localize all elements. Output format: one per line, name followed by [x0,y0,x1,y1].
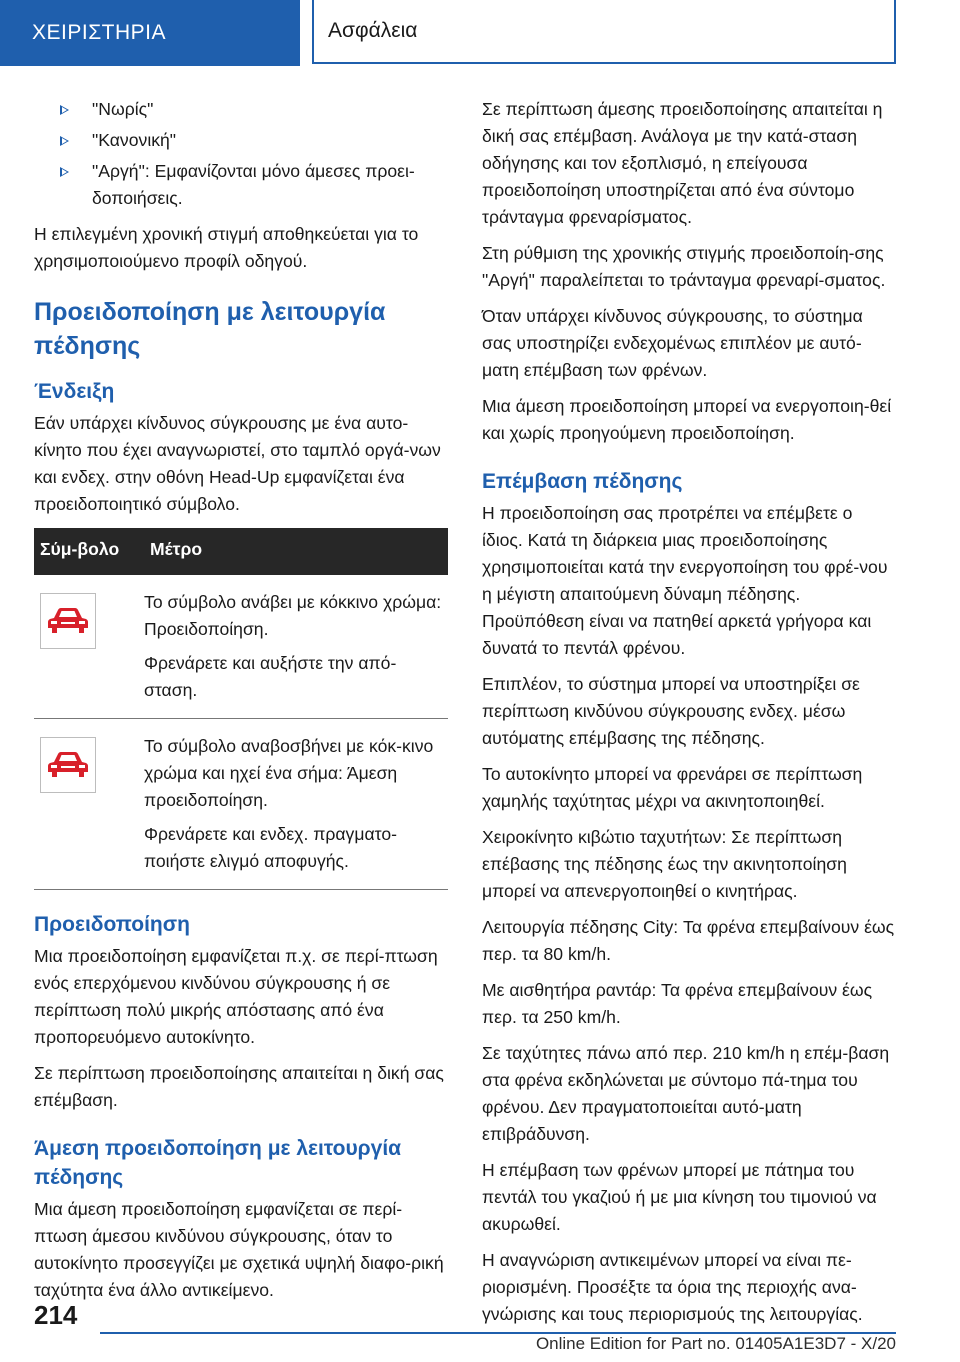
paragraph: Η επέμβαση των φρένων μπορεί με πάτημα του πεντάλ του γκαζιού ή με μια κίνηση του τιμονιού να ακυρωθεί. [482,1160,877,1234]
paragraph: Μια άμεση προειδοποίηση εμφανίζεται σε περί-πτωση άμεσου κινδύνου σύγκρουσης, όταν το αυτοκίνητο προσεγγίζει με σχετικά υψηλή διαφο-ρική ταχύτητα ένα άλλο αντικείμενο. [34,1199,444,1300]
triangle-bullet-icon [60,167,69,177]
measure-text: Το σύμβολο αναβοσβήνει με κόκ-κινο χρώμα και ηχεί ένα σήμα: Άμεση προειδοποίηση. [144,736,434,810]
paragraph: Με αισθητήρα ραντάρ: Τα φρένα επεμβαίνουν έως περ. τα 250 km/h. [482,980,873,1027]
paragraph: Σε ταχύτητες πάνω από περ. 210 km/h η επέμ-βαση στα φρένα εκδηλώνεται με σύντομο πά-τημα του φρένου. Δεν πραγματοποιείται αυτό-ματη επιβράδυνση. [482,1043,890,1144]
measure-text: Το σύμβολο ανάβει με κόκκινο χρώμα: Προειδοποίηση. [144,592,442,639]
heading-immediate-warning: Άμεση προειδοποίηση με λειτουργία πέδησης [34,1137,402,1189]
paragraph: Εάν υπάρχει κίνδυνος σύγκρουσης με ένα αυτο-κίνητο που έχει αναγνωριστεί, στο ταμπλό οργά-νων και ενδεχ. στην οθόνη Head-Up εμφανίζεται ένα προειδοποιητικό σύμβολο. [34,413,441,514]
triangle-bullet-icon [60,105,69,115]
list-item: "Αργή": Εμφανίζονται μόνο άμεσες προει-δοποιήσεις. [34,158,448,212]
paragraph: Μια προειδοποίηση εμφανίζεται π.χ. σε περί-πτωση ενός επερχόμενου κινδύνου σύγκρουσης ή σε περίπτωση πολύ μικρής απόστασης από ένα προπορευόμενο αυτοκίνητο. [34,946,438,1047]
paragraph: Λειτουργία πέδησης City: Τα φρένα επεμβαίνουν έως περ. τα 80 km/h. [482,917,895,964]
triangle-bullet-icon [60,136,69,146]
page-number: 214 [34,1300,78,1330]
heading-warning: Προειδοποίηση [34,913,190,936]
paragraph: Σε περίπτωση άμεσης προειδοποίησης απαιτείται η δική σας επέμβαση. Ανάλογα με την κατά-σταση οδήγησης και τον εξοπλισμό, η επείγουσα προειδοποίηση υποστηρίζεται από ένα σύντομο τράνταγμα φρεναρίσματος. [482,99,883,227]
list-item: "Νωρίς" [34,96,448,123]
paragraph: Μια άμεση προειδοποίηση μπορεί να ενεργοποιη-θεί και χωρίς προηγούμενη προειδοποίηση. [482,396,892,443]
measure-text: Φρενάρετε και ενδεχ. πραγματο-ποιήστε ελιγμό αποφυγής. [144,824,397,871]
paragraph: Σε περίπτωση προειδοποίησης απαιτείται η δική σας επέμβαση. [34,1063,444,1110]
measure-text: Φρενάρετε και αυξήστε την από-σταση. [144,653,397,700]
paragraph: Επιπλέον, το σύστημα μπορεί να υποστηρίξει σε περίπτωση κινδύνου σύγκρουσης ενδεχ. μέσω αυτόματης επέμβασης της πέδησης. [482,674,860,748]
paragraph: Το αυτοκίνητο μπορεί να φρενάρει σε περίπτωση χαμηλής ταχύτητας μέχρι να ακινητοποιηθεί. [482,764,863,811]
heading-indication: Ένδειξη [34,380,115,403]
paragraph: Χειροκίνητο κιβώτιο ταχυτήτων: Σε περίπτωση επέβασης της πέδησης έως την ακινητοποίηση μπορεί να απενεργοποιηθεί ο κινητήρας. [482,827,847,901]
paragraph: Η αναγνώριση αντικειμένων μπορεί να είναι πε-ριορισμένη. Προσέξτε τα όρια της περιοχής ανα-γνώρισης και τους περιορισμούς της λειτουργίας. [482,1250,863,1324]
car-warning-flashing-icon [40,737,96,793]
footer-edition: Online Edition for Part no. 01405A1E3D7 - X/20 [535,1334,896,1353]
left-column [34,96,448,1313]
table-row [34,575,448,719]
table-header-symbol: Σύμ-βολο [34,528,144,575]
car-warning-icon [40,593,96,649]
paragraph: Στη ρύθμιση της χρονικής στιγμής προειδοποίη-σης "Αργή" παραλείπεται το τράνταγμα φρεναρί-σματος. [482,243,886,290]
table-header-measure: Μέτρο [144,528,448,575]
symbol-table [34,528,448,890]
table-row [34,719,448,890]
paragraph: Η προειδοποίηση σας προτρέπει να επέμβετε ο ίδιος. Κατά τη διάρκεια μιας προειδοποίησης χρησιμοποιείται κατά την ενεργοποίηση του φρέ-νου η μέγιστη απαιτούμενη δύναμη πέδησης. Προϋπόθεση είναι να πατηθεί αρκετά γρήγορα και δυνατά το πεντάλ φρένου. [482,503,888,658]
paragraph: Η επιλεγμένη χρονική στιγμή αποθηκεύεται για το χρησιμοποιούμενο προφίλ οδηγού. [34,224,419,271]
heading-brake-warning: Προειδοποίηση με λειτουργία πέδησης [34,298,386,360]
paragraph: Όταν υπάρχει κίνδυνος σύγκρουσης, το σύστημα σας υποστηρίζει ενδεχομένως επιπλέον με αυτό-ματη επέμβαση των φρένων. [482,306,863,380]
list-item: "Κανονική" [34,127,448,154]
right-column [482,96,896,1337]
section-title: Ασφάλεια [312,0,896,64]
timing-options-list [34,96,448,212]
heading-brake-intervention: Επέμβαση πέδησης [482,470,683,493]
chapter-tab: ΧΕΙΡΙΣΤΗΡΙΑ [0,0,300,66]
